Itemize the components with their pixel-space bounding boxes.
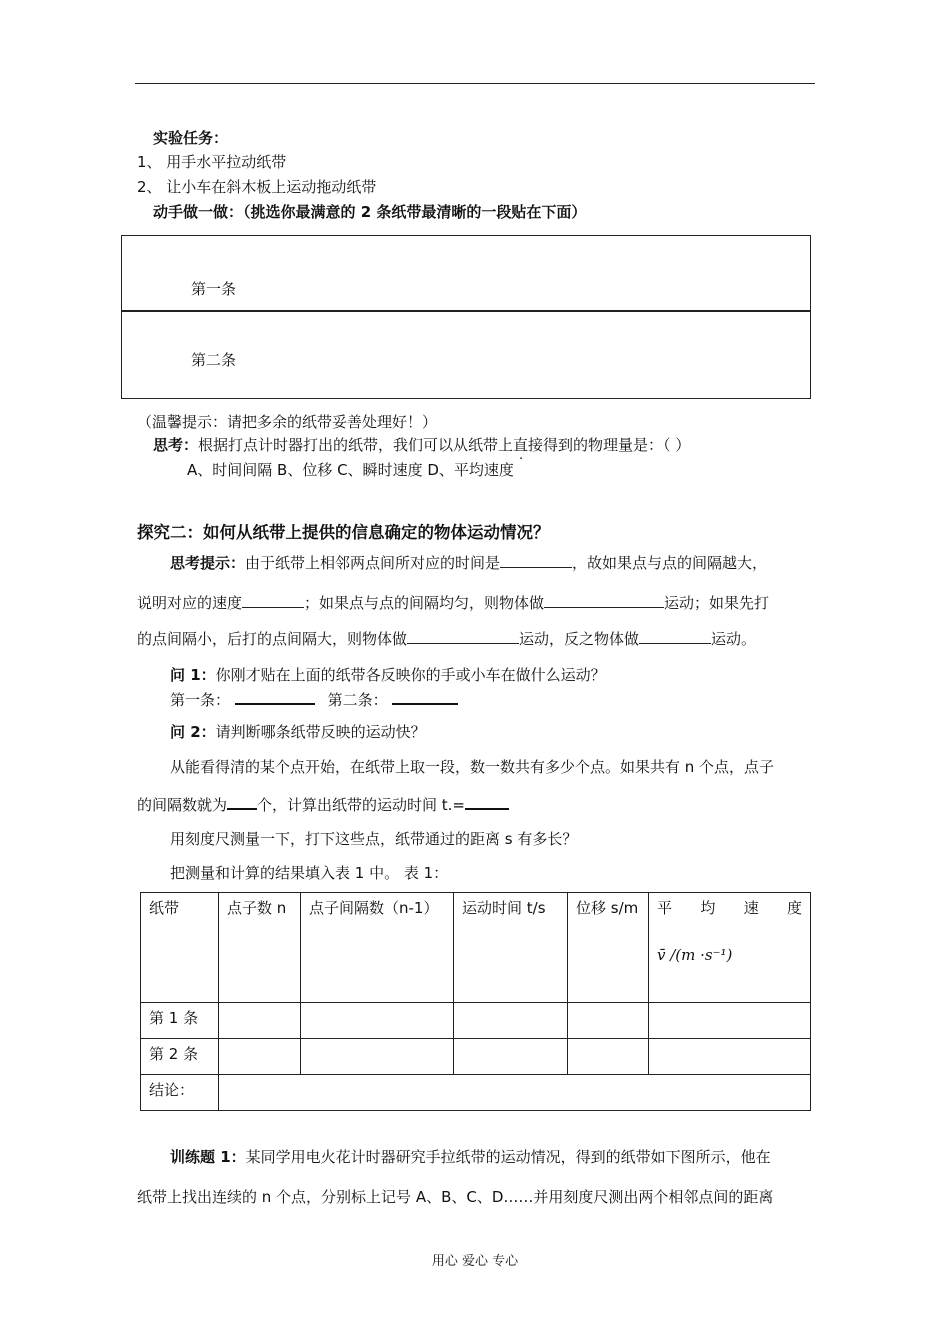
question-2 [170, 721, 426, 742]
blank-second-strip[interactable] [392, 689, 458, 705]
hint-line-3 [137, 628, 756, 649]
hint-text-6: 的点间隔小，后打的点间隔大，则物体做 [137, 630, 408, 648]
strip-box-2 [121, 310, 811, 399]
hint-text-5: 运动；如果先打 [664, 594, 770, 612]
blank-first-strip[interactable] [235, 689, 315, 705]
measure-instruction: 用刻度尺测量一下，打下这些点，纸带通过的距离 s 有多长？ [170, 830, 578, 848]
velocity-unit-formula: v̄ /(m ·s⁻¹) [657, 946, 733, 964]
task-title: 实验任务： [153, 129, 229, 147]
table-1 [140, 892, 811, 1111]
hint-text-7: 运动，反之物体做 [519, 630, 640, 648]
hands-on-instruction: 动手做一做：（挑选你最满意的 2 条纸带最清晰的一段贴在下面） [153, 203, 587, 221]
count-instruction-line-2 [137, 794, 509, 815]
velocity-char-2: 均 [700, 899, 716, 917]
blank-interval-time[interactable] [500, 553, 572, 568]
strip-box-1-label: 第一条 [191, 280, 237, 298]
hint-text-4: ；如果点与点的间隔均匀，则物体做 [304, 594, 545, 612]
think-text-after: 得到的物理量是：（ ） [543, 436, 691, 454]
table-intro: 把测量和计算的结果填入表 1 中。 表 1： [170, 864, 449, 882]
row-1-label: 第 1 条 [141, 1003, 219, 1039]
table-cell[interactable] [301, 1039, 454, 1075]
blank-uniform-motion[interactable] [544, 593, 664, 608]
time-text: 个，计算出纸带的运动时间 t.= [257, 796, 466, 814]
header-displacement: 位移 s/m [568, 893, 649, 1003]
strip-box-1 [121, 235, 811, 312]
count-instruction-line-1: 从能看得清的某个点开始，在纸带上取一段，数一数共有多少个点。如果共有 n 个点，点子 [170, 758, 775, 776]
hint-line-1 [170, 552, 767, 573]
think-label: 思考： [153, 436, 199, 454]
question-1-answers [170, 689, 458, 710]
table-cell[interactable] [568, 1039, 649, 1075]
table-row [141, 1039, 811, 1075]
header-dot-count: 点子数 n [219, 893, 301, 1003]
hint-text-2: ，故如果点与点的间隔越大， [572, 554, 768, 572]
table-row [141, 1075, 811, 1111]
question-1 [170, 664, 606, 685]
table-cell[interactable] [219, 1039, 301, 1075]
reminder: （温馨提示：请把多余的纸带妥善处理好！） [137, 413, 438, 431]
blank-time[interactable] [465, 794, 509, 810]
think-options: A、时间间隔 B、位移 C、瞬时速度 D、平均速度 [187, 461, 514, 479]
q2-text: 请判断哪条纸带反映的运动快？ [215, 723, 426, 741]
q1-first-label: 第一条： [170, 691, 231, 709]
q1-second-label: 第二条： [327, 691, 388, 709]
table-cell[interactable] [301, 1003, 454, 1039]
velocity-char-1: 平 [657, 899, 673, 917]
hint-text-3: 说明对应的速度 [137, 594, 243, 612]
exercise-line-1 [170, 1146, 771, 1167]
header-rule [135, 83, 815, 84]
hint-label: 思考提示： [170, 554, 246, 572]
table-header-row [141, 893, 811, 1003]
task-item-1: 1、 用手水平拉动纸带 [137, 153, 287, 171]
blank-decelerated[interactable] [639, 629, 711, 644]
table-cell[interactable] [649, 1003, 811, 1039]
header-strip: 纸带 [141, 893, 219, 1003]
table-cell[interactable] [454, 1039, 568, 1075]
blank-speed[interactable] [242, 593, 304, 608]
velocity-heading [657, 897, 802, 918]
think-question [153, 434, 690, 455]
header-average-velocity [649, 893, 811, 1003]
section-2-title: 探究二：如何从纸带上提供的信息确定的物体运动情况？ [137, 523, 550, 542]
think-emphasis: 直接 [513, 436, 544, 454]
header-time: 运动时间 t/s [454, 893, 568, 1003]
strip-box-2-label: 第二条 [191, 351, 237, 369]
exercise-line-2: 纸带上找出连续的 n 个点，分别标上记号 A、B、C、D……并用刻度尺测出两个相邻点间的距离 [137, 1188, 774, 1206]
page-footer: 用心 爱心 专心 [431, 1254, 519, 1269]
exercise-text-1: 某同学用电火花计时器研究手拉纸带的运动情况，得到的纸带如下图所示，他在 [245, 1148, 771, 1166]
blank-accelerated[interactable] [407, 629, 519, 644]
exercise-label: 训练题 1： [170, 1148, 246, 1166]
think-text-before: 根据打点计时器打出的纸带，我们可以从纸带上 [198, 436, 514, 454]
table-cell[interactable] [568, 1003, 649, 1039]
conclusion-label: 结论： [141, 1075, 219, 1111]
table-cell[interactable] [219, 1003, 301, 1039]
row-2-label: 第 2 条 [141, 1039, 219, 1075]
velocity-char-4: 度 [786, 899, 802, 917]
table-row [141, 1003, 811, 1039]
velocity-char-3: 速 [743, 899, 759, 917]
q2-label: 问 2： [170, 723, 216, 741]
interval-text: 的间隔数就为 [137, 796, 228, 814]
q1-label: 问 1： [170, 666, 216, 684]
hint-text-1: 由于纸带上相邻两点间所对应的时间是 [245, 554, 501, 572]
task-item-2: 2、 让小车在斜木板上运动拖动纸带 [137, 178, 377, 196]
hint-line-2 [137, 592, 769, 613]
header-interval-count: 点子间隔数（n-1） [301, 893, 454, 1003]
q1-text: 你刚才贴在上面的纸带各反映你的手或小车在做什么运动？ [215, 666, 606, 684]
hint-text-8: 运动。 [711, 630, 757, 648]
table-cell[interactable] [454, 1003, 568, 1039]
conclusion-cell[interactable] [219, 1075, 811, 1111]
blank-interval-count[interactable] [227, 794, 257, 810]
table-cell[interactable] [649, 1039, 811, 1075]
